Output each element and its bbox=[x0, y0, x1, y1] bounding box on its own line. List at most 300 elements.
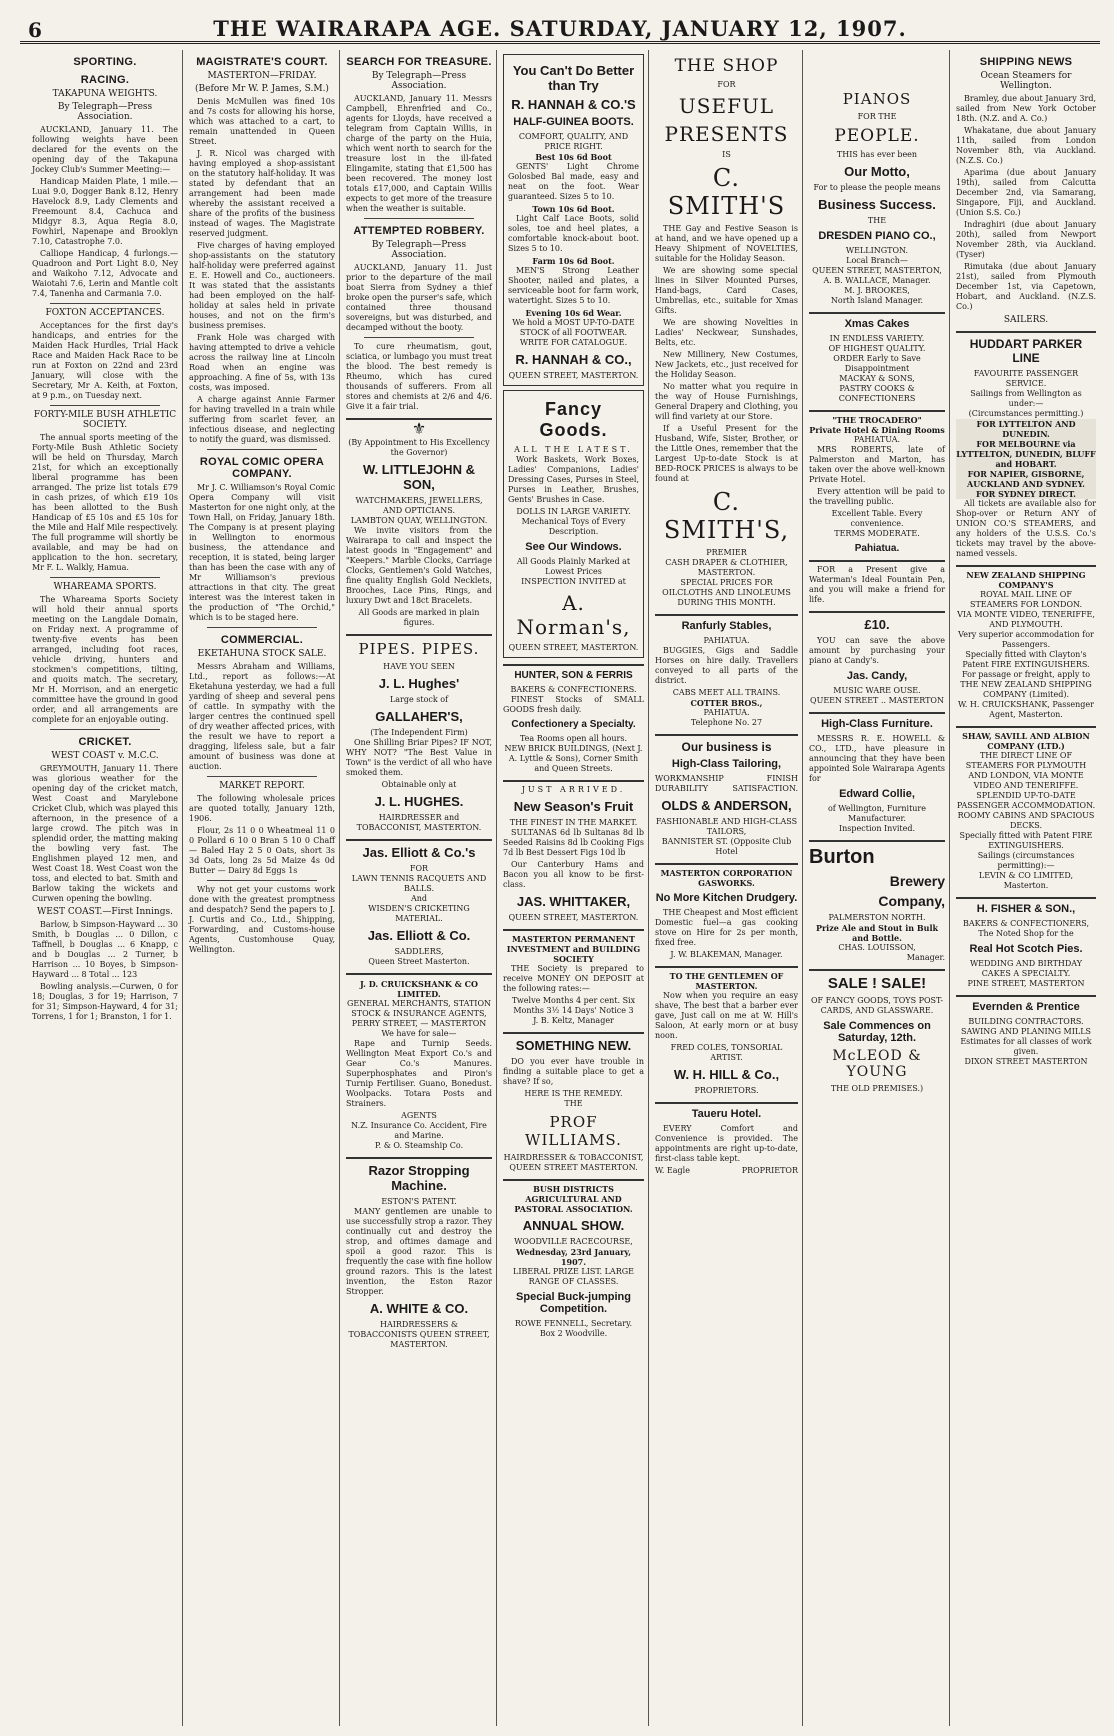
article-text: Five charges of having employed shop-assistants on the statutory half-holiday were preferred against E. E. Howell and Co., auctioneers. It was stated that the assistants had been employed on the half-holiday at sales held in private houses, and not on the firm's business premises. bbox=[189, 241, 335, 330]
advert-title: H. FISHER & SON., bbox=[976, 903, 1076, 915]
advert-line: MASTERTON. bbox=[697, 568, 756, 577]
advert-title: MASTERTON PERMANENT INVESTMENT and BUILDING SOCIETY bbox=[506, 934, 641, 964]
advert-line: WRITE FOR CATALOGUE. bbox=[519, 338, 628, 347]
advert-title: Edward Collie, bbox=[839, 788, 915, 800]
price-list: Flour, 2s 11 0 0 Wheatmeal 11 0 0 Pollard 6 10 0 Bran 5 10 0 Chaff — Baled Hay 2 5 0 Oats, short 3s 3d Oats, long 2s 5d Maize 4s 0d Butter — Dairy 8d Eggs 1s bbox=[189, 826, 335, 875]
advert-whittaker bbox=[503, 780, 644, 923]
advert-line: (Circumstances permitting.) bbox=[968, 409, 1084, 418]
advert-line: Inspection Invited. bbox=[838, 824, 916, 833]
divider bbox=[207, 449, 317, 450]
advert-title: Company, bbox=[878, 893, 945, 909]
advert-line: OILCLOTHS AND LINOLEUMS bbox=[662, 588, 791, 597]
advert-line: Manager. bbox=[906, 953, 945, 962]
advert-line: Queen Street Masterton. bbox=[368, 957, 470, 966]
advert-line: Local Branch— bbox=[846, 256, 908, 265]
advert-title: See Our Windows. bbox=[525, 541, 622, 553]
advert-line: Town 10s 6d Boot. bbox=[532, 204, 615, 214]
advert-line: DURING THIS MONTH. bbox=[677, 598, 776, 607]
advert-text: EVERY Comfort and Convenience is provided. The appointments are right up-to-date, first-class table kept. bbox=[655, 1124, 798, 1163]
advert-hunter bbox=[503, 664, 644, 774]
advert-title: Evernden & Prentice bbox=[972, 1001, 1080, 1013]
advert-text: FINEST Stocks of SMALL GOODS fresh daily. bbox=[503, 695, 644, 714]
advert-line: Wednesday, 23rd January, 1907. bbox=[515, 1247, 632, 1267]
advert-line: ESTON'S PATENT. bbox=[381, 1197, 457, 1206]
article-heading: WHAREAMA SPORTS. bbox=[53, 582, 157, 592]
masthead bbox=[20, 14, 1100, 44]
column-court bbox=[185, 50, 340, 1726]
advert-howell bbox=[809, 712, 945, 834]
advert-line: BANNISTER ST. (Opposite Club Hotel bbox=[661, 837, 792, 856]
article-text: J. R. Nicol was charged with having employed a shop-assistant on the statutory half-holiday. It was stated by defendant that an arrangement had been made whereby the assistant received a share of the profits of the business instead of wages. The Magistrate reserved judgment. bbox=[189, 149, 335, 238]
advert-line: FOR bbox=[409, 864, 429, 873]
advert-line: Sailings (circumstances permitting):— bbox=[977, 851, 1075, 870]
advert-line: Very superior accommodation for Passengers. bbox=[958, 630, 1094, 649]
article-text: The Whareama Sports Society will hold their annual sports meeting on the Langdale Domain, on Friday next. A programme of twenty-five events has been arranged, including foot races, vehicle driving, hunters and stockmen's competitions, tilting, and quoits match. The secretary, Mr H. Morrison, and an energetic committee have the ground in good order, and all arrangements are complete for an enjoyable outing. bbox=[32, 595, 178, 724]
advert-line: TERMS MODERATE. bbox=[834, 529, 920, 538]
advert-mcleod bbox=[809, 969, 945, 1094]
advert-line: (By Appointment to His Excellency the Governor) bbox=[348, 438, 490, 457]
advert-line: Sailings from Wellington as under:— bbox=[970, 389, 1082, 408]
divider bbox=[50, 577, 160, 578]
advert-line: Obtainable only at bbox=[381, 780, 457, 789]
advert-line: SADDLERS, bbox=[394, 947, 444, 956]
article-text: Handicap Maiden Plate, 1 mile.—Luai 9.0, Dogger Bank 8.12, Henry Havelock 8.9, Lady Clements and Freemount 8.4, Cachuca and Midgyr 8.3, Aqua Regia 8.0, Fowhirl, Napenape and Brooklyn 7.10, Catastrophe 7.0. bbox=[32, 177, 178, 246]
advert-text: MANY gentlemen are unable to use successfully strop a razor. They continually cut and destroy the strop, and oftimes damage and spoil a good razor. This is frequently the case with fine hollow ground razors. This is the latest invention, the Eston Razor Stropper. bbox=[346, 1207, 492, 1296]
advert-title: PIPES. PIPES. bbox=[358, 640, 480, 658]
byline: By Telegraph—Press Association. bbox=[57, 102, 153, 122]
article-text: The annual sports meeting of the Forty-Mile Bush Athletic Society will be held on Thursday, March 21st, for which an exceptionally liberal programme has been arranged. The prize list totals £79 in cash prizes, of which £19 10s has been allotted to the Bush Handicap of £5 10s and £5 10s for the Mile and Half Mile respectively. The full programme will shortly be available, and may be had on application to the hon. secretary, Mr F. L. Walkly, Hamua. bbox=[32, 433, 178, 572]
advert-line: Farm 10s 6d Boot. bbox=[532, 256, 615, 266]
advert-line: ROOMY CABINS AND SPACIOUS DECKS. bbox=[957, 811, 1095, 830]
advert-line: PAHIATUA. bbox=[703, 708, 750, 717]
advert-line: THIS has ever been bbox=[836, 150, 918, 159]
advert-title: A. WHITE & CO. bbox=[369, 1301, 469, 1316]
advert-text: All tickets are available also for Shop-over or Return ANY of UNION CO.'S STEAMERS, and any holders of the U.S.S. Co.'s tickets may travel by the above-named vessels. bbox=[956, 499, 1096, 558]
advert-line: P. & O. Steamship Co. bbox=[374, 1141, 464, 1150]
advert-line: FOR NAPIER, GISBORNE, AUCKLAND AND SYDNEY. bbox=[956, 469, 1096, 489]
article-text: Frank Hole was charged with having attempted to drive a vehicle across the railway line at Lincoln Road when an engine was approaching. A fine of 5s, with 13s costs, was imposed. bbox=[189, 333, 335, 392]
advert-line: INSPECTION INVITED at bbox=[521, 577, 626, 586]
advert-elliott bbox=[346, 839, 492, 967]
advert-line: DOLLS IN LARGE VARIETY. bbox=[516, 507, 631, 516]
advert-word: DURABILITY bbox=[655, 784, 709, 793]
column-adverts-c bbox=[805, 50, 950, 1726]
advert-text: We are showing Novelties in Ladies' Neckwear, Sunshades, Belts, etc. bbox=[655, 318, 798, 347]
advert-line: For passage or freight, apply to bbox=[961, 670, 1091, 679]
advert-line: FOR THE bbox=[857, 112, 897, 121]
advert-line: PAHIATUA. bbox=[703, 636, 750, 645]
advert-candy bbox=[809, 611, 945, 706]
advert-line: WISDEN'S CRICKETING MATERIAL. bbox=[368, 904, 470, 923]
article-heading: TAKAPUNA WEIGHTS. bbox=[52, 89, 158, 99]
advert-line: COTTER BROS., bbox=[690, 698, 763, 708]
advert-title: Taueru Hotel. bbox=[691, 1108, 762, 1120]
advert-line: Mechanical Toys of Every Description. bbox=[521, 517, 626, 536]
royal-crest-icon: ⚜ bbox=[411, 419, 427, 438]
advert-line: BAKERS & CONFECTIONERS, bbox=[962, 919, 1090, 928]
advert-line: ROYAL MAIL LINE OF STEAMERS FOR LONDON. bbox=[969, 590, 1083, 609]
section-heading-sporting: SPORTING. bbox=[73, 56, 137, 68]
advert-title: Our Motto, bbox=[844, 164, 910, 179]
advert-title: New Season's Fruit bbox=[513, 799, 634, 814]
column-adverts-b bbox=[651, 50, 803, 1726]
advert-title: ANNUAL SHOW. bbox=[522, 1218, 625, 1233]
advert-text: FOR a Present give a Waterman's Ideal Fountain Pen, and you will make a friend for life. bbox=[809, 565, 945, 604]
advert-title: DRESDEN PIANO CO., bbox=[818, 230, 936, 242]
advert-text: SULTANAS 6d lb Sultanas 8d lb Seeded Raisins 8d lb Cooking Figs 7d lb Best Dessert Figs 10d lb bbox=[503, 828, 644, 857]
advert-title: HALF-GUINEA BOOTS. bbox=[513, 116, 634, 128]
advert-line: THE bbox=[867, 216, 887, 225]
advert-line: SAWING AND PLANING MILLS bbox=[960, 1027, 1091, 1036]
advert-line: PINE STREET, MASTERTON bbox=[967, 979, 1085, 988]
advert-line: PERRY STREET, — MASTERTON bbox=[351, 1019, 487, 1028]
advert-line: WOODVILLE RACECOURSE, bbox=[514, 1237, 633, 1246]
advert-title: PEOPLE. bbox=[834, 126, 920, 146]
advert-line: QUEEN STREET, MASTERTON, bbox=[812, 266, 942, 275]
advert-line: QUEEN STREET .. MASTERTON bbox=[810, 696, 944, 705]
advert-line: THE bbox=[564, 1099, 583, 1108]
advert-title: Confectionery a Specialty. bbox=[511, 719, 636, 730]
advert-line: PREMIER bbox=[706, 548, 747, 557]
advert-title: J. L. Hughes' bbox=[378, 676, 460, 691]
advert-title: USEFUL bbox=[678, 94, 775, 118]
advert-title: TO THE GENTLEMEN OF MASTERTON. bbox=[669, 971, 784, 991]
advert-line: Tea Rooms open all hours. bbox=[519, 734, 628, 743]
advert-line: Estimates for all classes of work given. bbox=[960, 1037, 1092, 1056]
advert-line: IN ENDLESS VARIETY. bbox=[829, 334, 925, 343]
article-subheading: SAILERS. bbox=[1003, 315, 1049, 325]
newspaper-title: THE WAIRARAPA AGE. SATURDAY, JANUARY 12, 1907. bbox=[213, 16, 907, 41]
advert-evernden bbox=[956, 995, 1096, 1067]
shipping-entry: Whakatane, due about January 11th, sailed from London November 8th, via Auckland. (N.Z.S. Co.) bbox=[956, 126, 1096, 165]
advert-title: Special Buck-jumping Competition. bbox=[516, 1291, 631, 1315]
advert-gasworks bbox=[655, 863, 798, 960]
advert-line: (The Independent Firm) bbox=[370, 728, 468, 737]
advert-text: We invite visitors from the Wairarapa to call and inspect the latest goods in "Engagement" and "Keepers." Marble Clocks, Carriage Clocks, Gentlemen's Gold Watches, fine quality English Gold Necklets, Brooches, Lace Pins, Rings, and luxury Dwt and 18ct Bracelets. bbox=[346, 526, 492, 605]
advert-text: THE Gay and Festive Season is at hand, and we have opened up a Heavy Shipment of NOVELTIES, suitable for the Holiday Season. bbox=[655, 224, 798, 263]
advert-text: MEN'S Strong Leather Shooter, nailed and plates, a serviceable boot for farm work, watertight. Sizes 5 to 10. bbox=[508, 266, 639, 305]
advert-line: WELLINGTON. bbox=[845, 246, 909, 255]
advert-line: HAIRDRESSERS & TOBACCONISTS QUEEN STREET, MASTERTON. bbox=[348, 1320, 490, 1349]
article-text: Calliope Handicap, 4 furlongs.—Quadroon and Port Light 8.0, Ney and Waikoho 7.12, Advocate and Waiotahi 7.6, Lerin and Mantle colt 7.4, Tanenha and Carmania 7.0. bbox=[32, 249, 178, 298]
advert-line: J. B. Keltz, Manager bbox=[533, 1016, 614, 1025]
advert-line: QUEEN STREET, MASTERTON. bbox=[508, 643, 639, 652]
advert-taueru bbox=[655, 1102, 798, 1176]
advert-norman bbox=[503, 390, 644, 658]
advert-title: Private Hotel & Dining Rooms bbox=[809, 425, 945, 435]
advert-line: A. B. WALLACE, Manager. bbox=[823, 276, 931, 285]
advert-line: QUEEN STREET, MASTERTON. bbox=[508, 913, 639, 922]
advert-title: Jas. Candy, bbox=[846, 670, 908, 682]
divider bbox=[207, 627, 317, 628]
advert-title: W. H. HILL & Co., bbox=[673, 1067, 780, 1082]
advert-line: THE DIRECT LINE OF STEAMERS FOR PLYMOUTH AND LONDON, VIA MONTE VIDEO AND TENERIFFE. bbox=[965, 751, 1087, 790]
article-text: The following wholesale prices are quoted totally, January 12th, 1906. bbox=[189, 794, 335, 823]
advert-line: OF HIGHEST QUALITY. bbox=[828, 344, 926, 353]
article-heading: FORTY-MILE BUSH ATHLETIC SOCIETY. bbox=[33, 410, 177, 430]
section-heading-cricket: CRICKET. bbox=[78, 736, 132, 748]
article-heading: FOXTON ACCEPTANCES. bbox=[45, 308, 165, 318]
advert-title: McLEOD & YOUNG bbox=[832, 1048, 922, 1080]
advert-line: M. J. BROOKES, bbox=[844, 286, 910, 295]
advert-line: IS bbox=[722, 150, 731, 159]
advert-fisher bbox=[956, 897, 1096, 989]
advert-text: Every attention will be paid to the travelling public. bbox=[809, 487, 945, 506]
advert-text: We are showing some special lines in Silver Mounted Purses, Hand-bags, Card Cases, Umbrellas, etc., suitable for Xmas Gifts. bbox=[655, 266, 798, 315]
advert-line: LAMBTON QUAY, WELLINGTON. bbox=[350, 516, 488, 525]
advert-text: THE Cheapest and Most efficient Domestic fuel—a gas cooking stove on Hire for 2s per month, fixed free. bbox=[655, 908, 798, 947]
advert-line: FOR bbox=[717, 80, 736, 89]
advert-line: N.Z. Insurance Co. Accident, Fire and Marine. bbox=[351, 1121, 487, 1140]
article-text: Acceptances for the first day's handicaps, and entries for the Maiden Hack Hurdles, Trial Hack Race and Maiden Hack Race to be run at Foxton on 22nd and 23rd January, will close with the Secretary, Mr A. Keith, at Foxton, at 9 p.m., on Tuesday next. bbox=[32, 321, 178, 400]
section-heading-opera: ROYAL COMIC OPERA COMPANY. bbox=[199, 456, 325, 480]
advert-title: HUDDART PARKER LINE bbox=[969, 337, 1083, 365]
advert-line: Prize Ale and Stout in Bulk and Bottle. bbox=[815, 923, 939, 943]
section-heading-treasure: SEARCH FOR TREASURE. bbox=[346, 56, 492, 68]
advert-burton bbox=[809, 840, 945, 963]
advert-text: MESSRS R. E. HOWELL & CO., LTD., have pleasure in announcing that they have been appointed Sole Wairarapa Agents for bbox=[809, 734, 945, 783]
advert-text: MRS ROBERTS, late of Palmerston and Marton, has taken over the above well-known Private Hotel. bbox=[809, 445, 945, 484]
advert-title: NEW ZEALAND SHIPPING COMPANY'S bbox=[966, 570, 1086, 590]
advert-text: Work Baskets, Work Boxes, Ladies' Companions, Ladies' Dressing Cases, Purses in Steel, Purses in Leather, Brushes, Gents' Brushes in Case. bbox=[508, 455, 639, 504]
advert-title: Brewery bbox=[889, 873, 945, 889]
article-heading: WEST COAST v. M.C.C. bbox=[51, 751, 159, 761]
advert-word: FINISH bbox=[766, 774, 798, 783]
advert-line: ALL THE LATEST. bbox=[514, 445, 633, 454]
advert-line: DIXON STREET MASTERTON bbox=[964, 1057, 1088, 1066]
article-heading: EKETAHUNA STOCK SALE. bbox=[197, 649, 327, 659]
advert-title: J. D. CRUICKSHANK & CO LIMITED. bbox=[360, 979, 478, 999]
advert-line: ORDER Early to Save Disappointment bbox=[833, 354, 921, 373]
advert-line: Telephone No. 27 bbox=[690, 718, 763, 727]
advert-text: BUGGIES, Gigs and Saddle Horses on hire daily. Travellers conveyed to all parts of the district. bbox=[655, 646, 798, 685]
advert-line: We hold a MOST UP-TO-DATE STOCK of all FOOTWEAR. bbox=[512, 318, 635, 337]
advert-line: W. H. CRUICKSHANK, Passenger Agent, Masterton. bbox=[958, 700, 1094, 719]
advert-line: J. W. BLAKEMAN, Manager. bbox=[670, 950, 783, 959]
advert-line: Specially fitted with Clayton's Patent FIRE EXTINGUISHERS. bbox=[962, 650, 1090, 669]
advert-line: THE OLD PREMISES.) bbox=[830, 1084, 924, 1093]
advert-line: CABS MEET ALL TRAINS. bbox=[672, 688, 781, 697]
advert-line: FOR MELBOURNE via LYTTELTON, DUNEDIN, BLUFF and HOBART. bbox=[956, 439, 1096, 469]
advert-hill bbox=[655, 966, 798, 1096]
advert-text: GENTS' Light Chrome Golosbed Bal made, easy and neat on the foot. Wear guaranteed. Sizes 5 to 10. bbox=[508, 162, 639, 201]
advert-title: Ranfurly Stables, bbox=[681, 620, 772, 632]
divider bbox=[50, 303, 160, 304]
article-heading: MARKET REPORT. bbox=[219, 781, 305, 791]
advert-title: OLDS & ANDERSON, bbox=[661, 798, 792, 813]
advert-text: Rape and Turnip Seeds. Wellington Meat Export Co.'s and Gear Co.'s Manures. Superphosphates and Piron's Turnip Fertiliser. Guano, Bonedust. Woolpacks. Totara Posts and Strainers. bbox=[346, 1039, 492, 1108]
shipping-entry: Indraghiri (due about January 20th), sailed from Newport November 28th, via Auckland. (Tyser) bbox=[956, 220, 1096, 259]
advert-huddart bbox=[956, 331, 1096, 559]
advert-title: Razor Stropping Machine. bbox=[368, 1163, 470, 1193]
section-heading-shipping: SHIPPING NEWS bbox=[979, 56, 1073, 68]
advert-line: BUILDING CONTRACTORS. bbox=[968, 1017, 1084, 1026]
advert-title: BUSH DISTRICTS AGRICULTURAL AND PASTORAL ASSOCIATION. bbox=[514, 1184, 633, 1214]
advert-title: Pahiatua. bbox=[854, 543, 900, 554]
advert-line: Best 10s 6d Boot bbox=[535, 152, 612, 162]
advert-line: HERE IS THE REMEDY. bbox=[524, 1089, 623, 1098]
advert-word: PROPRIETOR bbox=[741, 1166, 798, 1175]
advert-line: WEDDING AND BIRTHDAY CAKES A SPECIALTY. bbox=[969, 959, 1083, 978]
advert-line: BAKERS & CONFECTIONERS. bbox=[510, 685, 637, 694]
divider bbox=[207, 880, 317, 881]
advert-line: Large stock of bbox=[389, 695, 449, 704]
advert-title: SHAW, SAVILL AND ALBION COMPANY (LTD.) bbox=[962, 731, 1090, 751]
advert-line: NEW BRICK BUILDINGS, (Next J. A. Lyttle & Sons), Corner Smith and Queen Streets. bbox=[504, 744, 643, 773]
article-subheading: Ocean Steamers for Wellington. bbox=[980, 71, 1072, 91]
advert-title: Burton bbox=[809, 846, 875, 868]
section-heading-robbery: ATTEMPTED ROBBERY. bbox=[353, 225, 485, 237]
advert-text: YOU can save the above amount by purchasing your piano at Candy's. bbox=[809, 636, 945, 665]
advert-cruickshank bbox=[346, 973, 492, 1151]
advert-title: "THE TROCADERO" bbox=[832, 415, 922, 425]
advert-text: THE Society is prepared to receive MONEY ON DEPOSIT at the following rates:— bbox=[503, 964, 644, 993]
advert-text: Our Canterbury Hams and Bacon you all know to be first-class. bbox=[503, 860, 644, 889]
advert-text: New Millinery, New Costumes, New Jackets, etc., just received for the Holiday Season. bbox=[655, 350, 798, 379]
advert-title: GALLAHER'S, bbox=[375, 709, 463, 724]
advert-line: QUEEN STREET, MASTERTON. bbox=[508, 371, 639, 380]
section-heading-court: MAGISTRATE'S COURT. bbox=[196, 56, 328, 68]
advert-title: Jas. Elliott & Co. bbox=[367, 928, 471, 943]
advert-line: SPECIAL PRICES FOR bbox=[680, 578, 773, 587]
advert-title: High-Class Tailoring, bbox=[671, 758, 782, 770]
advert-line: THE FINEST IN THE MARKET. bbox=[509, 818, 638, 827]
advert-title: Jas. Elliott & Co.'s bbox=[362, 845, 476, 860]
advert-line: Specially fitted with Patent FIRE EXTINGUISHERS. bbox=[959, 831, 1093, 850]
advert-line: PASTRY COOKS & CONFECTIONERS bbox=[838, 384, 916, 403]
advert-line: FOR SYDNEY DIRECT. bbox=[956, 489, 1096, 499]
advert-title: PRESENTS bbox=[664, 122, 789, 146]
advert-title: High-Class Furniture. bbox=[821, 718, 933, 730]
byline: By Telegraph—Press Association. bbox=[371, 240, 467, 260]
advert-title: MASTERTON CORPORATION GASWORKS. bbox=[660, 868, 793, 888]
advert-title: PIANOS bbox=[842, 90, 912, 108]
advert-line: FAVOURITE PASSENGER SERVICE. bbox=[973, 369, 1079, 388]
advert-line: MACKAY & SONS, bbox=[839, 374, 915, 383]
advert-text: Now when you require an easy shave, The best that a barber ever gave, Just call on me at W. Hill's Saloon, At early morn or at busy noon. bbox=[655, 991, 798, 1040]
article-text: Bowling analysis.—Curwen, 0 for 18; Douglas, 3 for 19; Harrison, 7 for 31; Simpson-Hayward, 4 for 31; Torrens, 1 for 1; Branston, 1 for 1. bbox=[32, 982, 178, 1021]
advert-title: Fancy Goods. bbox=[539, 399, 608, 440]
advert-line: PALMERSTON NORTH. bbox=[828, 913, 926, 922]
advert-line: And bbox=[410, 894, 428, 903]
advert-line: LIBERAL PRIZE LIST. LARGE RANGE OF CLASSES. bbox=[513, 1267, 634, 1286]
advert-line: SPLENDID UP-TO-DATE PASSENGER ACCOMMODATION. bbox=[956, 791, 1096, 810]
page-number: 6 bbox=[28, 18, 42, 42]
advert-title: You Can't Do Better than Try bbox=[512, 63, 635, 93]
advert-title: C. SMITH'S bbox=[667, 164, 786, 220]
advert-line: PAHIATUA. bbox=[853, 435, 901, 444]
article-text: Messrs Abraham and Williams, Ltd., report as follows:—At Eketahuna yesterday, we had a full yarding of sheep and several pens of cattle. In sympathy with the larger centres the continued spell of dry weather affected prices, with the result we have to report a dragging, lifeless sale, but a fair amount of business was done at auction. bbox=[189, 662, 335, 771]
advert-mackay bbox=[809, 312, 945, 404]
advert-line: HAIRDRESSER & TOBACCONIST, bbox=[503, 1153, 644, 1162]
advert-line: For to please the people means bbox=[813, 183, 941, 192]
advert-line: AGENTS bbox=[401, 1111, 437, 1120]
advert-title: Our business is bbox=[681, 740, 772, 754]
advert-title: SOMETHING NEW. bbox=[515, 1038, 632, 1053]
advert-line: QUEEN STREET MASTERTON. bbox=[509, 1163, 638, 1172]
byline: By Telegraph—Press Association. bbox=[371, 71, 467, 91]
advert-shawsavill bbox=[956, 726, 1096, 891]
advert-line: MUSIC WARE OUSE. bbox=[833, 686, 921, 695]
advert-text: No matter what you require in the way of House Furnishings, General Drapery and Clothing, you will find variety at our Store. bbox=[655, 382, 798, 421]
advert-line: The Noted Shop for the bbox=[978, 929, 1074, 938]
advert-line: WATCHMAKERS, JEWELLERS, AND OPTICIANS. bbox=[355, 496, 483, 515]
advert-line: of Wellington, Furniture Manufacturer. bbox=[827, 804, 926, 823]
advert-line: All Goods Plainly Marked at Lowest Prices bbox=[516, 557, 631, 576]
advert-line: Box 2 Woodville. bbox=[539, 1329, 608, 1338]
advert-trocadero bbox=[809, 410, 945, 554]
article-text: GREYMOUTH, January 11. There was glorious weather for the opening day of the cricket match, West Coast and Marylebone Cricket Club, which was played this afternoon, in the presence of a large crowd. The pitch was in splendid order, the matting making the bowling very fast. The Englishmen played 12 men, and West Coast 18. West Coast won the toss, and elected to bat. Smith and Barlow taking the wickets and Curwen opening the bowling. bbox=[32, 764, 178, 903]
advert-title: J. L. HUGHES. bbox=[374, 794, 464, 809]
advert-title: THE SHOP bbox=[674, 56, 779, 76]
shipping-entry: Aparima (due about January 19th), sailed from Calcutta December 2nd, via Samarang, Singapore, Fiji, and Auckland. (Union S.S. Co.) bbox=[956, 168, 1096, 217]
divider bbox=[207, 776, 317, 777]
advert-line: LEVIN & CO LIMITED, Masterton. bbox=[978, 871, 1074, 890]
advert-title: HUNTER, SON & FERRIS bbox=[514, 670, 633, 681]
article-text: AUCKLAND, January 11. Messrs Campbell, Ehrenfried and Co., agents for Lloyds, have received a telegram from Captain Willis, in charge of the party on the Huia, which went north to search for the treasure lost in the ill-fated Elingamite, stating that £1,500 has been recovered. The money lost totals £17,000, and Captain Willis expects to get more of the treasure when the weather is suitable. bbox=[346, 94, 492, 213]
shipping-entry: Rimutaka (due about January 21st), sailed from Plymouth December 1st, via Capetown, Hobart, and Auckland. (N.Z.S. Co.) bbox=[956, 262, 1096, 311]
article-text: Why not get your customs work done with the greatest promptness and despatch? Send the papers to J. J. Curtis and Co., Ltd., Shipping, Forwarding, and Customs-house Agents, Customhouse Quay, Wellington. bbox=[189, 885, 335, 954]
advert-show bbox=[503, 1179, 644, 1339]
article-subheading: MASTERTON—FRIDAY. bbox=[207, 71, 317, 81]
advert-line: FASHIONABLE AND HIGH-CLASS TAILORS, bbox=[655, 817, 798, 836]
article-text: AUCKLAND, January 11. Just prior to the departure of the mail boat Sierra from Sydney a thief broke open the purser's safe, which contained three thousand sovereigns, but was disturbed, and decamped without the booty. bbox=[346, 263, 492, 332]
advert-word: W. Eagle bbox=[655, 1166, 690, 1175]
article-subheading: WEST COAST.—First Innings. bbox=[37, 907, 173, 917]
advert-line bbox=[655, 1166, 798, 1176]
advert-line: COMFORT, QUALITY, AND PRICE RIGHT. bbox=[518, 132, 629, 151]
article-text: Denis McMullen was fined 10s and 7s costs for allowing his horse, which was attached to a cart, to remain unattended in Queen Street. bbox=[189, 97, 335, 146]
shipping-entry: Bramley, due about January 3rd, sailed from New York October 18th. (N.Z. and A. Co.) bbox=[956, 94, 1096, 123]
column-adverts-a bbox=[499, 50, 649, 1726]
advert-title: R. HANNAH & CO.'S bbox=[511, 97, 636, 112]
advert-nzshipping bbox=[956, 565, 1096, 720]
advert-line: FRED COLES, TONSORIAL ARTIST. bbox=[670, 1043, 783, 1062]
advert-title: PROF WILLIAMS. bbox=[525, 1113, 622, 1149]
advert-line: LAWN TENNIS RACQUETS AND BALLS. bbox=[351, 874, 487, 893]
advert-line bbox=[655, 774, 798, 784]
advert-title: C. SMITH'S, bbox=[663, 488, 790, 544]
divider bbox=[50, 729, 160, 730]
advert-hughes bbox=[346, 634, 492, 833]
advert-line: HAIRDRESSER and TOBACCONIST, MASTERTON. bbox=[356, 813, 482, 832]
advert-line: JUST ARRIVED. bbox=[521, 785, 626, 794]
advert-title: Real Hot Scotch Pies. bbox=[969, 943, 1083, 955]
column-sporting bbox=[28, 50, 183, 1726]
advert-littlejohn bbox=[346, 418, 492, 628]
advert-title: Business Success. bbox=[818, 197, 936, 212]
advert-line: We have for sale— bbox=[381, 1029, 457, 1038]
advert-text: One Shilling Briar Pipes? IF NOT, WHY NOT? "The Best Value in Town" is the verdict of all who have smoked them. bbox=[346, 738, 492, 777]
advert-line: CASH DRAPER & CLOTHIER, bbox=[665, 558, 788, 567]
advert-line: HAVE YOU SEEN bbox=[383, 662, 455, 671]
advert-line: All Goods are marked in plain figures. bbox=[358, 608, 480, 627]
advert-line: VIA MONTE VIDEO, TENERIFFE, AND PLYMOUTH. bbox=[957, 610, 1095, 629]
column-shipping bbox=[952, 50, 1100, 1726]
advert-razor bbox=[346, 1157, 492, 1350]
advert-text: To cure rheumatism, gout, sciatica, or lumbago you must treat the blood. The best remedy is Rheumo, which has cured thousands of sufferers. From all stores and chemists at 2/6 and 4/6. Give it a fair trial. bbox=[346, 342, 492, 411]
article-text: A charge against Annie Farmer for having travelled in a train while suffering from scarlet fever, an infectious disease, and neglecting to notify the guard, was dismissed. bbox=[189, 395, 335, 444]
advert-williams bbox=[503, 1032, 644, 1173]
advert-text: If a Useful Present for the Husband, Wife, Sister, Brother, or the Little Ones, remember that the Largest Up-to-date Stock is at BED-ROCK PRICES is always to be found at bbox=[655, 424, 798, 483]
section-heading-racing: RACING. bbox=[80, 74, 130, 86]
advert-line bbox=[655, 784, 798, 794]
advert-title: £10. bbox=[864, 617, 890, 632]
article-text: Mr J. C. Williamson's Royal Comic Opera Company will visit Masterton for one night only, at the Town Hall, on Friday, January 18th. The Company is at present playing in Wellington to enormous business, the attendance and reception, it is stated, being larger than has been the case with any of Mr Williamson's previous attractions in that city. The great interest was the interest taken in the production of "The Orchid," which is to be staged here. bbox=[189, 483, 335, 622]
article-text: AUCKLAND, January 11. The following weights have been declared for the events on the opening day of the Takapuna Jockey Club's Summer Meeting:— bbox=[32, 125, 178, 174]
divider bbox=[364, 337, 474, 338]
advert-title: A. Norman's, bbox=[516, 591, 631, 639]
